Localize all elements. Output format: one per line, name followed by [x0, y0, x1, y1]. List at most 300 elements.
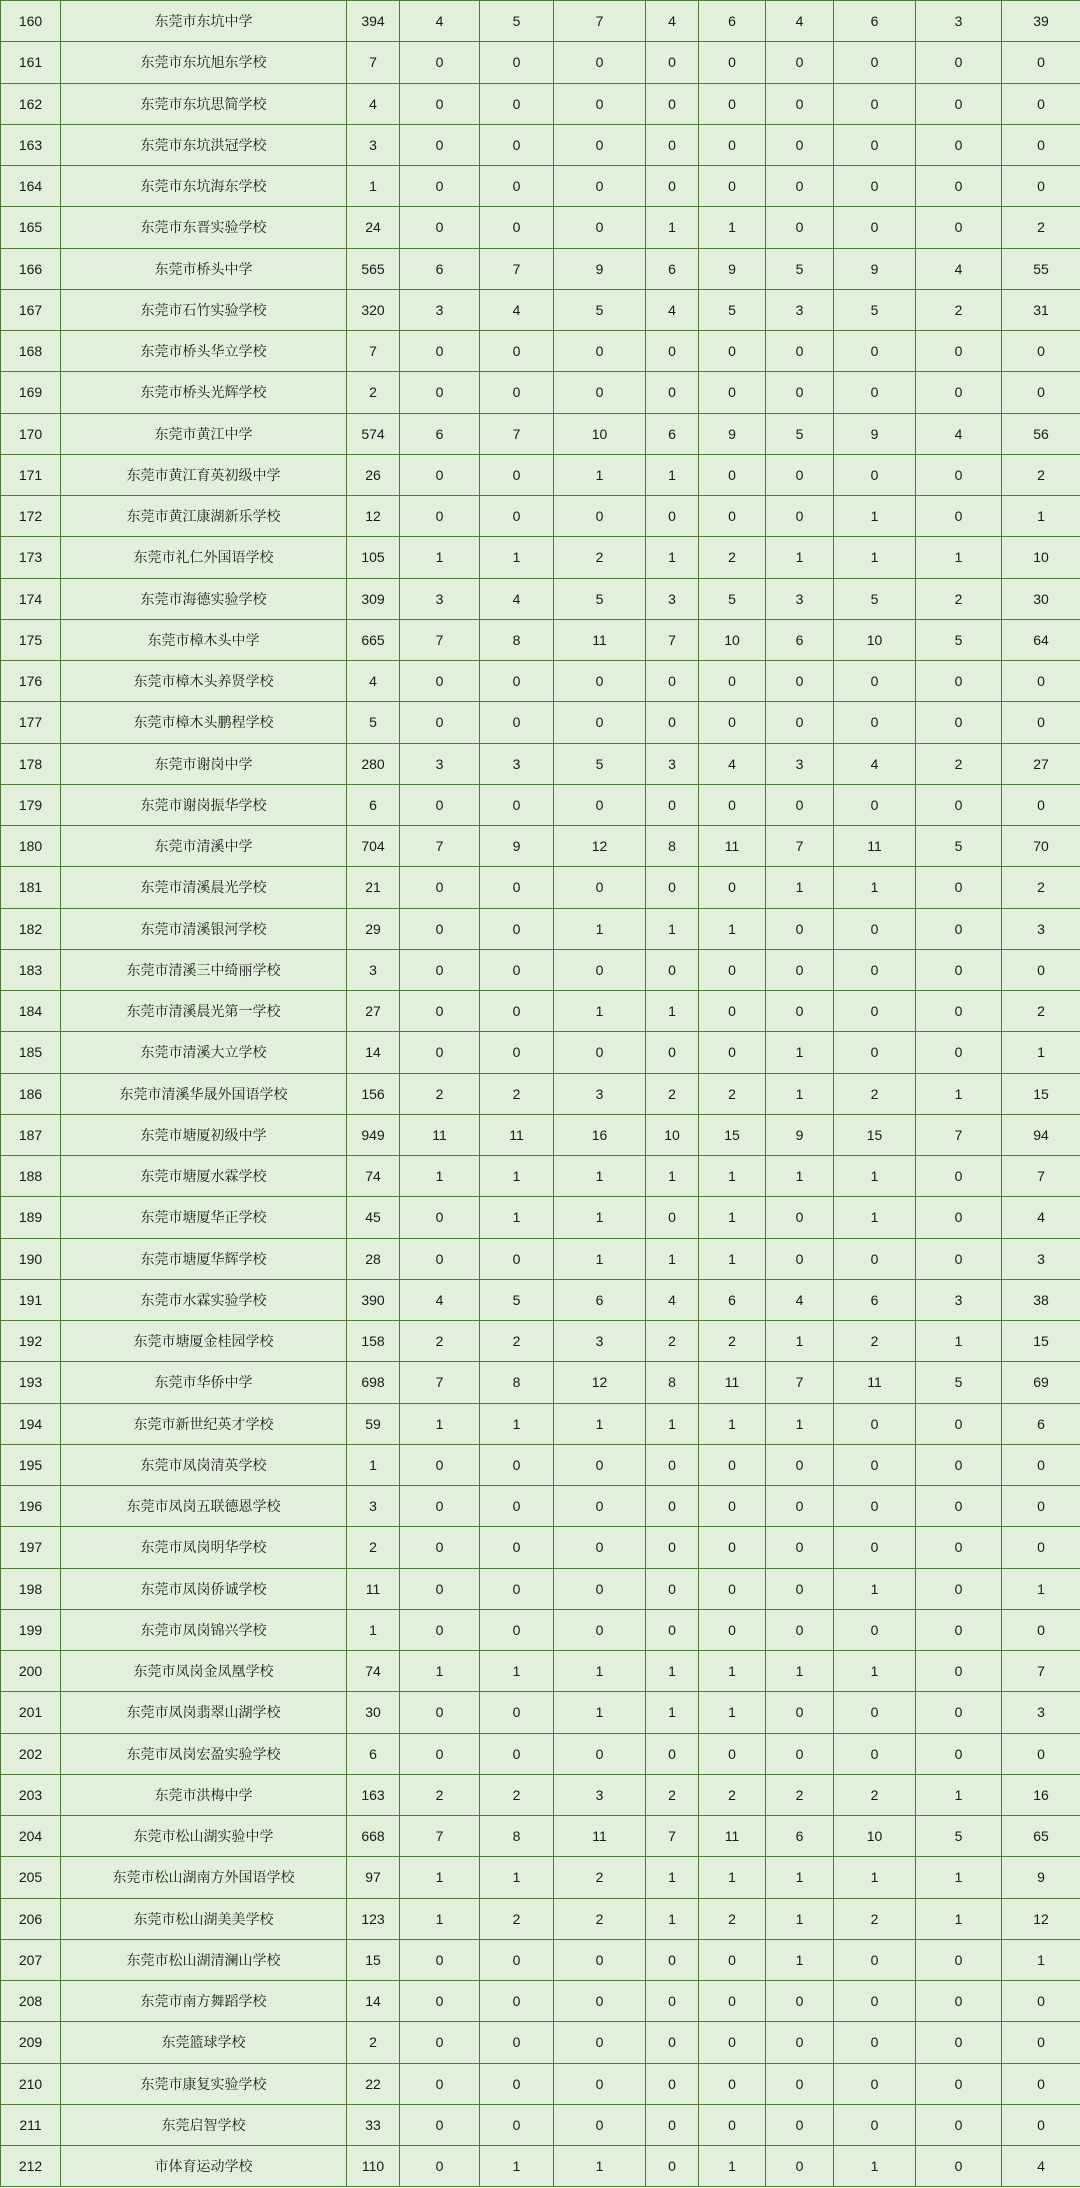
value-cell-5: 0: [699, 1981, 766, 2022]
value-cell-6: 3: [766, 743, 834, 784]
value-cell-4: 0: [646, 1486, 699, 1527]
value-cell-8: 0: [916, 1692, 1002, 1733]
value-cell-3: 0: [554, 1733, 646, 1774]
value-cell-5: 0: [699, 1609, 766, 1650]
total-cell: 2: [347, 2022, 400, 2063]
table-row: [1, 124, 1080, 165]
value-cell-7: 0: [834, 661, 916, 702]
value-cell-8: 0: [916, 702, 1002, 743]
school-name-cell: 东莞市凤岗金凤凰学校: [61, 1651, 347, 1692]
total-cell: 3: [347, 1486, 400, 1527]
total-cell: 1: [347, 1609, 400, 1650]
row-number-cell: 210: [1, 2063, 61, 2104]
row-number-cell: 186: [1, 1073, 61, 1114]
table-row: [1, 1114, 1080, 1155]
value-cell-2: 1: [480, 1403, 554, 1444]
total-cell: 390: [347, 1279, 400, 1320]
value-cell-5: 0: [699, 496, 766, 537]
value-cell-6: 3: [766, 578, 834, 619]
value-cell-6: 0: [766, 83, 834, 124]
row-number-cell: 174: [1, 578, 61, 619]
value-cell-1: 7: [400, 619, 480, 660]
value-cell-6: 0: [766, 661, 834, 702]
value-cell-8: 5: [916, 1362, 1002, 1403]
value-cell-4: 0: [646, 1609, 699, 1650]
value-cell-2: 1: [480, 1651, 554, 1692]
value-cell-6: 7: [766, 1362, 834, 1403]
value-cell-1: 6: [400, 413, 480, 454]
value-cell-6: 1: [766, 1651, 834, 1692]
value-cell-5: 6: [699, 1279, 766, 1320]
value-cell-8: 0: [916, 661, 1002, 702]
value-cell-2: 1: [480, 1857, 554, 1898]
value-cell-2: 1: [480, 1156, 554, 1197]
subtotal-cell: 0: [1002, 2063, 1080, 2104]
value-cell-7: 11: [834, 1362, 916, 1403]
value-cell-2: 0: [480, 2104, 554, 2145]
subtotal-cell: 0: [1002, 2022, 1080, 2063]
value-cell-8: 0: [916, 2146, 1002, 2187]
value-cell-8: 0: [916, 42, 1002, 83]
value-cell-7: 10: [834, 619, 916, 660]
row-number-cell: 190: [1, 1238, 61, 1279]
table-row: [1, 867, 1080, 908]
subtotal-cell: 3: [1002, 1692, 1080, 1733]
value-cell-5: 1: [699, 1651, 766, 1692]
value-cell-6: 0: [766, 1238, 834, 1279]
row-number-cell: 212: [1, 2146, 61, 2187]
value-cell-2: 2: [480, 1321, 554, 1362]
row-number-cell: 204: [1, 1816, 61, 1857]
school-name-cell: 东莞市松山湖南方外国语学校: [61, 1857, 347, 1898]
value-cell-4: 4: [646, 1, 699, 42]
value-cell-2: 0: [480, 1032, 554, 1073]
row-number-cell: 179: [1, 784, 61, 825]
table-row: [1, 1197, 1080, 1238]
value-cell-2: 1: [480, 2146, 554, 2187]
total-cell: 4: [347, 83, 400, 124]
value-cell-4: 0: [646, 784, 699, 825]
table-row: [1, 1816, 1080, 1857]
school-name-cell: 东莞市松山湖实验中学: [61, 1816, 347, 1857]
subtotal-cell: 2: [1002, 991, 1080, 1032]
value-cell-8: 5: [916, 826, 1002, 867]
value-cell-6: 1: [766, 1857, 834, 1898]
total-cell: 565: [347, 248, 400, 289]
value-cell-3: 0: [554, 42, 646, 83]
table-row: [1, 1939, 1080, 1980]
school-name-cell: 东莞市东坑海东学校: [61, 166, 347, 207]
subtotal-cell: 27: [1002, 743, 1080, 784]
value-cell-7: 0: [834, 454, 916, 495]
value-cell-1: 0: [400, 867, 480, 908]
value-cell-2: 8: [480, 1362, 554, 1403]
value-cell-6: 0: [766, 1444, 834, 1485]
table-body: [1, 1, 1080, 2187]
value-cell-7: 2: [834, 1073, 916, 1114]
value-cell-7: 0: [834, 1032, 916, 1073]
total-cell: 7: [347, 331, 400, 372]
value-cell-8: 0: [916, 207, 1002, 248]
school-name-cell: 东莞市谢岗振华学校: [61, 784, 347, 825]
row-number-cell: 166: [1, 248, 61, 289]
subtotal-cell: 4: [1002, 2146, 1080, 2187]
subtotal-cell: 39: [1002, 1, 1080, 42]
total-cell: 280: [347, 743, 400, 784]
value-cell-2: 0: [480, 496, 554, 537]
school-name-cell: 东莞市礼仁外国语学校: [61, 537, 347, 578]
subtotal-cell: 94: [1002, 1114, 1080, 1155]
value-cell-2: 8: [480, 619, 554, 660]
subtotal-cell: 1: [1002, 1032, 1080, 1073]
table-row: [1, 1981, 1080, 2022]
school-name-cell: 东莞篮球学校: [61, 2022, 347, 2063]
value-cell-5: 0: [699, 331, 766, 372]
value-cell-1: 1: [400, 1857, 480, 1898]
total-cell: 2: [347, 1527, 400, 1568]
value-cell-1: 0: [400, 1692, 480, 1733]
value-cell-2: 0: [480, 166, 554, 207]
value-cell-1: 0: [400, 991, 480, 1032]
value-cell-1: 0: [400, 1486, 480, 1527]
table-row: [1, 578, 1080, 619]
row-number-cell: 200: [1, 1651, 61, 1692]
total-cell: 30: [347, 1692, 400, 1733]
subtotal-cell: 16: [1002, 1774, 1080, 1815]
value-cell-3: 0: [554, 1032, 646, 1073]
school-name-cell: 东莞市清溪大立学校: [61, 1032, 347, 1073]
value-cell-8: 0: [916, 1527, 1002, 1568]
value-cell-6: 0: [766, 1568, 834, 1609]
value-cell-3: 0: [554, 2022, 646, 2063]
school-name-cell: 东莞市凤岗明华学校: [61, 1527, 347, 1568]
value-cell-5: 1: [699, 207, 766, 248]
value-cell-5: 0: [699, 1733, 766, 1774]
value-cell-5: 11: [699, 1362, 766, 1403]
school-name-cell: 东莞市清溪银河学校: [61, 908, 347, 949]
value-cell-1: 1: [400, 1651, 480, 1692]
value-cell-4: 3: [646, 578, 699, 619]
value-cell-8: 0: [916, 1568, 1002, 1609]
subtotal-cell: 0: [1002, 1444, 1080, 1485]
value-cell-2: 0: [480, 331, 554, 372]
value-cell-8: 1: [916, 1073, 1002, 1114]
total-cell: 33: [347, 2104, 400, 2145]
table-row: [1, 784, 1080, 825]
row-number-cell: 201: [1, 1692, 61, 1733]
school-name-cell: 东莞市凤岗锦兴学校: [61, 1609, 347, 1650]
value-cell-7: 5: [834, 578, 916, 619]
school-name-cell: 东莞市桥头中学: [61, 248, 347, 289]
value-cell-3: 1: [554, 908, 646, 949]
value-cell-5: 0: [699, 784, 766, 825]
subtotal-cell: 0: [1002, 1733, 1080, 1774]
value-cell-7: 0: [834, 1527, 916, 1568]
value-cell-1: 0: [400, 2104, 480, 2145]
value-cell-2: 11: [480, 1114, 554, 1155]
value-cell-6: 6: [766, 1816, 834, 1857]
value-cell-8: 0: [916, 991, 1002, 1032]
value-cell-6: 1: [766, 1403, 834, 1444]
value-cell-1: 0: [400, 949, 480, 990]
value-cell-6: 1: [766, 1321, 834, 1362]
row-number-cell: 202: [1, 1733, 61, 1774]
school-name-cell: 东莞市清溪晨光第一学校: [61, 991, 347, 1032]
value-cell-4: 4: [646, 1279, 699, 1320]
school-name-cell: 市体育运动学校: [61, 2146, 347, 2187]
table-row: [1, 1073, 1080, 1114]
value-cell-5: 1: [699, 1692, 766, 1733]
total-cell: 15: [347, 1939, 400, 1980]
school-name-cell: 东莞市康复实验学校: [61, 2063, 347, 2104]
value-cell-4: 0: [646, 2063, 699, 2104]
table-row: [1, 454, 1080, 495]
total-cell: 1: [347, 1444, 400, 1485]
value-cell-4: 1: [646, 1857, 699, 1898]
value-cell-8: 0: [916, 124, 1002, 165]
value-cell-2: 0: [480, 1568, 554, 1609]
table-row: [1, 1156, 1080, 1197]
value-cell-2: 0: [480, 2022, 554, 2063]
row-number-cell: 163: [1, 124, 61, 165]
value-cell-5: 9: [699, 413, 766, 454]
value-cell-5: 0: [699, 83, 766, 124]
value-cell-1: 0: [400, 1609, 480, 1650]
total-cell: 24: [347, 207, 400, 248]
value-cell-6: 1: [766, 1156, 834, 1197]
value-cell-7: 0: [834, 2104, 916, 2145]
value-cell-1: 0: [400, 207, 480, 248]
value-cell-4: 0: [646, 1527, 699, 1568]
value-cell-6: 0: [766, 1733, 834, 1774]
value-cell-2: 0: [480, 1444, 554, 1485]
value-cell-3: 0: [554, 1486, 646, 1527]
table-row: [1, 413, 1080, 454]
value-cell-4: 0: [646, 42, 699, 83]
total-cell: 27: [347, 991, 400, 1032]
value-cell-7: 0: [834, 702, 916, 743]
value-cell-2: 1: [480, 537, 554, 578]
value-cell-4: 0: [646, 702, 699, 743]
subtotal-cell: 0: [1002, 124, 1080, 165]
subtotal-cell: 0: [1002, 661, 1080, 702]
value-cell-3: 5: [554, 578, 646, 619]
table-row: [1, 1, 1080, 42]
value-cell-2: 0: [480, 2063, 554, 2104]
value-cell-2: 0: [480, 1238, 554, 1279]
value-cell-3: 11: [554, 1816, 646, 1857]
value-cell-3: 0: [554, 784, 646, 825]
total-cell: 14: [347, 1032, 400, 1073]
value-cell-3: 0: [554, 867, 646, 908]
value-cell-4: 0: [646, 83, 699, 124]
value-cell-3: 0: [554, 83, 646, 124]
school-name-cell: 东莞市黄江康湖新乐学校: [61, 496, 347, 537]
value-cell-6: 1: [766, 1073, 834, 1114]
value-cell-2: 7: [480, 413, 554, 454]
value-cell-7: 0: [834, 1939, 916, 1980]
row-number-cell: 182: [1, 908, 61, 949]
value-cell-7: 0: [834, 908, 916, 949]
subtotal-cell: 30: [1002, 578, 1080, 619]
value-cell-1: 4: [400, 1279, 480, 1320]
school-name-cell: 东莞市清溪晨光学校: [61, 867, 347, 908]
value-cell-7: 0: [834, 83, 916, 124]
value-cell-5: 0: [699, 1939, 766, 1980]
value-cell-6: 0: [766, 372, 834, 413]
value-cell-6: 4: [766, 1, 834, 42]
subtotal-cell: 9: [1002, 1857, 1080, 1898]
value-cell-3: 7: [554, 1, 646, 42]
value-cell-7: 0: [834, 2063, 916, 2104]
value-cell-2: 0: [480, 991, 554, 1032]
value-cell-3: 11: [554, 619, 646, 660]
table-row: [1, 743, 1080, 784]
value-cell-6: 0: [766, 908, 834, 949]
value-cell-4: 8: [646, 826, 699, 867]
value-cell-1: 2: [400, 1774, 480, 1815]
value-cell-8: 0: [916, 2104, 1002, 2145]
value-cell-7: 5: [834, 289, 916, 330]
subtotal-cell: 0: [1002, 372, 1080, 413]
value-cell-6: 0: [766, 991, 834, 1032]
value-cell-4: 10: [646, 1114, 699, 1155]
value-cell-8: 0: [916, 1197, 1002, 1238]
value-cell-8: 0: [916, 83, 1002, 124]
value-cell-8: 0: [916, 454, 1002, 495]
value-cell-5: 5: [699, 289, 766, 330]
value-cell-3: 0: [554, 2063, 646, 2104]
value-cell-1: 0: [400, 83, 480, 124]
row-number-cell: 206: [1, 1898, 61, 1939]
value-cell-2: 3: [480, 743, 554, 784]
value-cell-4: 0: [646, 1568, 699, 1609]
value-cell-5: 0: [699, 42, 766, 83]
row-number-cell: 187: [1, 1114, 61, 1155]
subtotal-cell: 15: [1002, 1321, 1080, 1362]
value-cell-4: 0: [646, 124, 699, 165]
value-cell-3: 1: [554, 1156, 646, 1197]
total-cell: 74: [347, 1651, 400, 1692]
value-cell-6: 0: [766, 124, 834, 165]
table-row: [1, 496, 1080, 537]
table-row: [1, 1692, 1080, 1733]
school-name-cell: 东莞市南方舞蹈学校: [61, 1981, 347, 2022]
value-cell-1: 0: [400, 1032, 480, 1073]
value-cell-7: 15: [834, 1114, 916, 1155]
value-cell-7: 0: [834, 166, 916, 207]
total-cell: 5: [347, 702, 400, 743]
value-cell-2: 0: [480, 1692, 554, 1733]
table-row: [1, 372, 1080, 413]
value-cell-7: 0: [834, 1692, 916, 1733]
table-row: [1, 702, 1080, 743]
value-cell-1: 0: [400, 1197, 480, 1238]
value-cell-4: 1: [646, 537, 699, 578]
value-cell-3: 2: [554, 1898, 646, 1939]
value-cell-3: 3: [554, 1321, 646, 1362]
value-cell-4: 0: [646, 1733, 699, 1774]
value-cell-3: 0: [554, 124, 646, 165]
value-cell-7: 11: [834, 826, 916, 867]
value-cell-7: 9: [834, 413, 916, 454]
value-cell-2: 0: [480, 702, 554, 743]
value-cell-4: 0: [646, 1197, 699, 1238]
value-cell-8: 0: [916, 1651, 1002, 1692]
value-cell-1: 0: [400, 42, 480, 83]
value-cell-5: 0: [699, 124, 766, 165]
total-cell: 110: [347, 2146, 400, 2187]
row-number-cell: 208: [1, 1981, 61, 2022]
row-number-cell: 203: [1, 1774, 61, 1815]
table-row: [1, 1444, 1080, 1485]
value-cell-8: 2: [916, 289, 1002, 330]
subtotal-cell: 7: [1002, 1156, 1080, 1197]
row-number-cell: 161: [1, 42, 61, 83]
value-cell-8: 0: [916, 1486, 1002, 1527]
value-cell-5: 2: [699, 537, 766, 578]
subtotal-cell: 0: [1002, 83, 1080, 124]
total-cell: 1: [347, 166, 400, 207]
value-cell-4: 4: [646, 289, 699, 330]
value-cell-5: 1: [699, 1197, 766, 1238]
value-cell-6: 9: [766, 1114, 834, 1155]
value-cell-6: 0: [766, 949, 834, 990]
value-cell-5: 0: [699, 702, 766, 743]
value-cell-1: 0: [400, 1238, 480, 1279]
school-name-cell: 东莞市黄江中学: [61, 413, 347, 454]
value-cell-3: 9: [554, 248, 646, 289]
value-cell-7: 0: [834, 1403, 916, 1444]
value-cell-6: 0: [766, 1692, 834, 1733]
value-cell-4: 2: [646, 1774, 699, 1815]
value-cell-3: 1: [554, 2146, 646, 2187]
value-cell-7: 0: [834, 1238, 916, 1279]
value-cell-3: 5: [554, 743, 646, 784]
school-name-cell: 东莞市凤岗五联德恩学校: [61, 1486, 347, 1527]
value-cell-5: 0: [699, 949, 766, 990]
value-cell-3: 6: [554, 1279, 646, 1320]
row-number-cell: 191: [1, 1279, 61, 1320]
school-name-cell: 东莞市新世纪英才学校: [61, 1403, 347, 1444]
total-cell: 6: [347, 784, 400, 825]
total-cell: 320: [347, 289, 400, 330]
value-cell-1: 6: [400, 248, 480, 289]
value-cell-5: 0: [699, 1568, 766, 1609]
table-row: [1, 1527, 1080, 1568]
value-cell-7: 0: [834, 1444, 916, 1485]
total-cell: 574: [347, 413, 400, 454]
school-name-cell: 东莞市松山湖清澜山学校: [61, 1939, 347, 1980]
total-cell: 158: [347, 1321, 400, 1362]
school-name-cell: 东莞启智学校: [61, 2104, 347, 2145]
table-row: [1, 1774, 1080, 1815]
total-cell: 698: [347, 1362, 400, 1403]
value-cell-4: 3: [646, 743, 699, 784]
value-cell-3: 5: [554, 289, 646, 330]
school-name-cell: 东莞市凤岗清英学校: [61, 1444, 347, 1485]
value-cell-6: 0: [766, 454, 834, 495]
value-cell-3: 1: [554, 1403, 646, 1444]
subtotal-cell: 1: [1002, 1939, 1080, 1980]
school-name-cell: 东莞市凤岗侨诚学校: [61, 1568, 347, 1609]
value-cell-1: 0: [400, 1444, 480, 1485]
total-cell: 59: [347, 1403, 400, 1444]
value-cell-8: 0: [916, 372, 1002, 413]
subtotal-cell: 0: [1002, 42, 1080, 83]
value-cell-5: 11: [699, 826, 766, 867]
total-cell: 123: [347, 1898, 400, 1939]
